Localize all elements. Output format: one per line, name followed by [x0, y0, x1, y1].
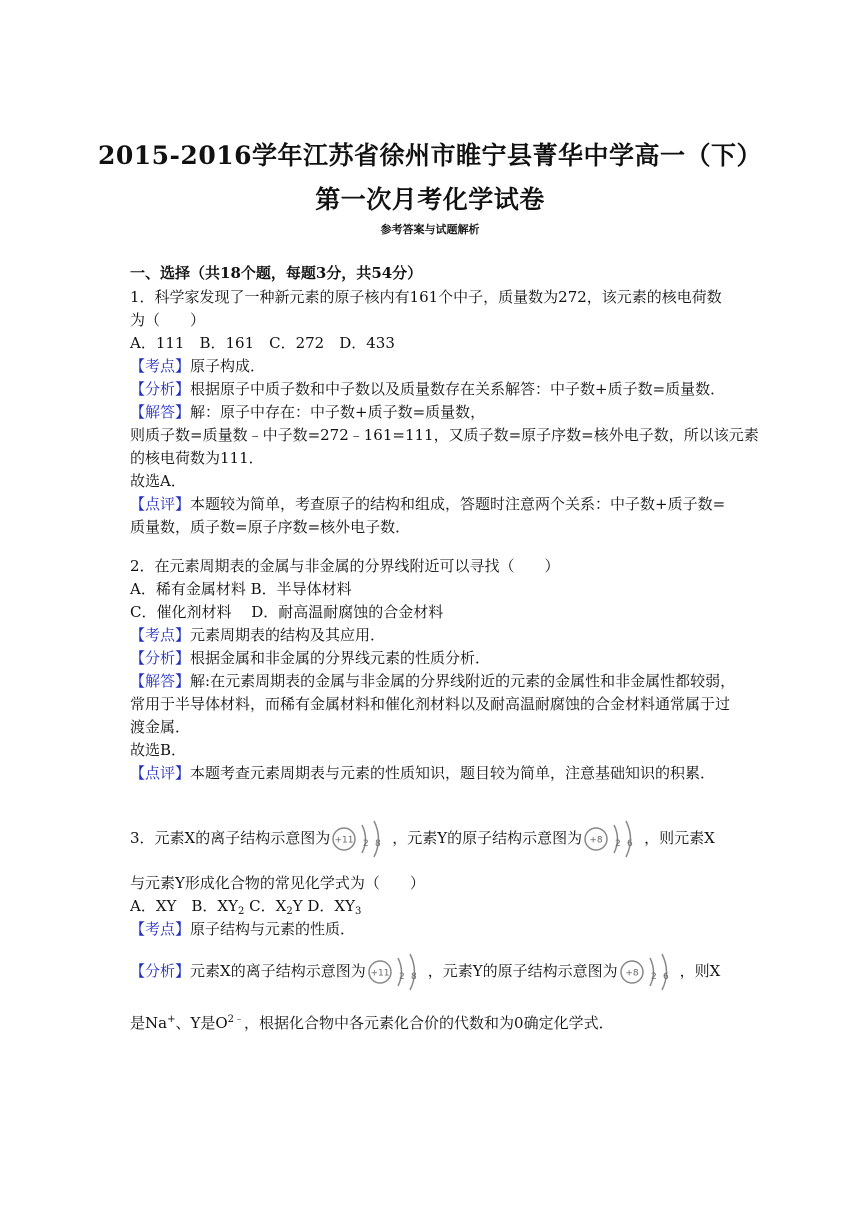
q1-answer: 故选A． — [130, 472, 186, 490]
q1-jieda-text: 解：原子中存在：中子数+质子数=质量数， — [190, 403, 486, 421]
q3-opt-f-sub: 3 — [355, 906, 362, 917]
q3-opt-a: A．XY B．XY — [130, 897, 239, 915]
y-atom-structure-diagram — [584, 819, 642, 859]
q2-jieda-text: 解:在元素周期表的金属与非金属的分界线附近的元素的金属性和非金属性都较弱， — [190, 672, 736, 690]
x-nucleus-label: +11 — [334, 835, 354, 846]
y-shell1-label-2: 2 — [650, 972, 657, 982]
fenxi-tag: 【分析】 — [130, 649, 191, 667]
x-shell2-label: 8 — [375, 839, 381, 849]
q3-line-a: 是Na — [130, 1014, 168, 1032]
q1-kaodian-text: 原子构成． — [190, 357, 266, 375]
q2-stem: 2．在元素周期表的金属与非金属的分界线附近可以寻找（ ） — [130, 557, 560, 575]
q1-dianping-line2: 质量数，质子数=原子序数=核外电子数． — [130, 518, 411, 536]
q2-jieda-line2: 常用于半导体材料，而稀有金属材料和催化剂材料以及耐高温耐腐蚀的合金材料通常属于过 — [130, 695, 731, 713]
q2-options-line2: C．催化剂材料 D．耐高温耐腐蚀的合金材料 — [130, 603, 444, 621]
q3-line-d-sup: 2﹣ — [227, 1014, 245, 1025]
q2-kaodian-text: 元素周期表的结构及其应用． — [190, 626, 386, 644]
q2-answer: 故选B． — [130, 741, 187, 759]
q3-fenxi-part-a: 元素X的离子结构示意图为 — [190, 962, 366, 980]
q3-line-c: 、Y是O — [175, 1014, 228, 1032]
q3-line-e: ，根据化合物中各元素化合价的代数和为0确定化学式． — [244, 1014, 614, 1032]
x-nucleus-label-2: +11 — [370, 968, 390, 979]
x-ion-structure-diagram-2 — [368, 952, 426, 992]
q1-dianping — [130, 494, 725, 514]
q3-fenxi — [130, 951, 720, 991]
q1-jieda-line2: 则质子数=质量数﹣中子数=272﹣161=111，又质子数=原子序数=核外电子数，所以该元素 — [130, 426, 759, 444]
kaodian-tag: 【考点】 — [130, 626, 191, 644]
q1-fenxi — [130, 379, 725, 399]
q3-kaodian — [130, 919, 355, 939]
q3-stem-part-a: 3．元素X的离子结构示意图为 — [130, 829, 331, 847]
dianping-tag: 【点评】 — [130, 495, 191, 513]
q3-fenxi-line2 — [130, 1010, 614, 1033]
q3-stem-line1 — [130, 818, 715, 858]
y-shell2-label: 6 — [627, 839, 633, 849]
x-shell1-label: 2 — [363, 839, 369, 849]
q1-stem-line2: 为（ ） — [130, 311, 206, 329]
q2-fenxi-text: 根据金属和非金属的分界线元素的性质分析． — [190, 649, 491, 667]
q3-fenxi-part-c: ，则X — [679, 962, 721, 980]
q1-dianping-text: 本题较为简单，考查原子的结构和组成，答题时注意两个关系：中子数+质子数= — [190, 495, 726, 513]
q1-kaodian — [130, 356, 265, 376]
q2-jieda-line3: 渡金属． — [130, 718, 191, 736]
q2-dianping — [130, 763, 715, 783]
y-atom-structure-diagram-2 — [620, 952, 678, 992]
dianping-tag: 【点评】 — [130, 764, 191, 782]
q3-stem-part-b: ，元素Y的原子结构示意图为 — [392, 829, 583, 847]
q3-opt-e: Y D．XY — [292, 897, 355, 915]
q3-stem-line2: 与元素Y形成化合物的常见化学式为（ ） — [130, 874, 425, 892]
q2-dianping-text: 本题考查元素周期表与元素的性质知识，题目较为简单，注意基础知识的积累． — [190, 764, 716, 782]
jieda-tag: 【解答】 — [130, 403, 191, 421]
x-ion-structure-diagram — [332, 819, 390, 859]
q1-jieda — [130, 402, 485, 422]
jieda-tag: 【解答】 — [130, 672, 191, 690]
q3-stem-part-c: ，则元素X — [644, 829, 715, 847]
doc-title-line2: 第一次月考化学试卷 — [315, 185, 545, 214]
q3-fenxi-part-b: ，元素Y的原子结构示意图为 — [427, 962, 618, 980]
q1-fenxi-text: 根据原子中质子数和中子数以及质量数存在关系解答：中子数+质子数=质量数． — [190, 380, 726, 398]
y-shell1-label: 2 — [615, 839, 621, 849]
q2-fenxi — [130, 648, 490, 668]
y-nucleus-label: +8 — [589, 835, 603, 846]
q2-jieda — [130, 671, 735, 691]
q1-stem-line1: 1．科学家发现了一种新元素的原子核内有161个中子，质量数为272，该元素的核电荷数 — [130, 288, 722, 306]
section-heading: 一、选择（共18个题，每题3分，共54分） — [130, 264, 423, 282]
q3-opt-c: C．X — [244, 897, 287, 915]
x-shell2-label-2: 8 — [410, 972, 417, 982]
q1-jieda-line3: 的核电荷数为111． — [130, 449, 264, 467]
q2-kaodian — [130, 625, 385, 645]
q3-opt-d-sub: 2 — [286, 906, 293, 917]
kaodian-tag: 【考点】 — [130, 357, 191, 375]
kaodian-tag: 【考点】 — [130, 920, 191, 938]
q2-options-line1: A．稀有金属材料 B．半导体材料 — [130, 580, 352, 598]
y-shell2-label-2: 6 — [662, 972, 669, 982]
q3-kaodian-text: 原子结构与元素的性质． — [190, 920, 356, 938]
q3-opt-b-sub: 2 — [238, 906, 245, 917]
q3-line-b-sup: + — [167, 1014, 176, 1025]
fenxi-tag: 【分析】 — [130, 962, 191, 980]
y-nucleus-label-2: +8 — [624, 968, 639, 979]
x-shell1-label-2: 2 — [398, 972, 405, 982]
doc-subtitle: 参考答案与试题解析 — [380, 223, 480, 236]
q1-options: A．111 B．161 C．272 D．433 — [130, 334, 395, 352]
doc-title-line1: 2015-2016学年江苏省徐州市睢宁县菁华中学高一（下） — [97, 141, 763, 170]
fenxi-tag: 【分析】 — [130, 380, 191, 398]
